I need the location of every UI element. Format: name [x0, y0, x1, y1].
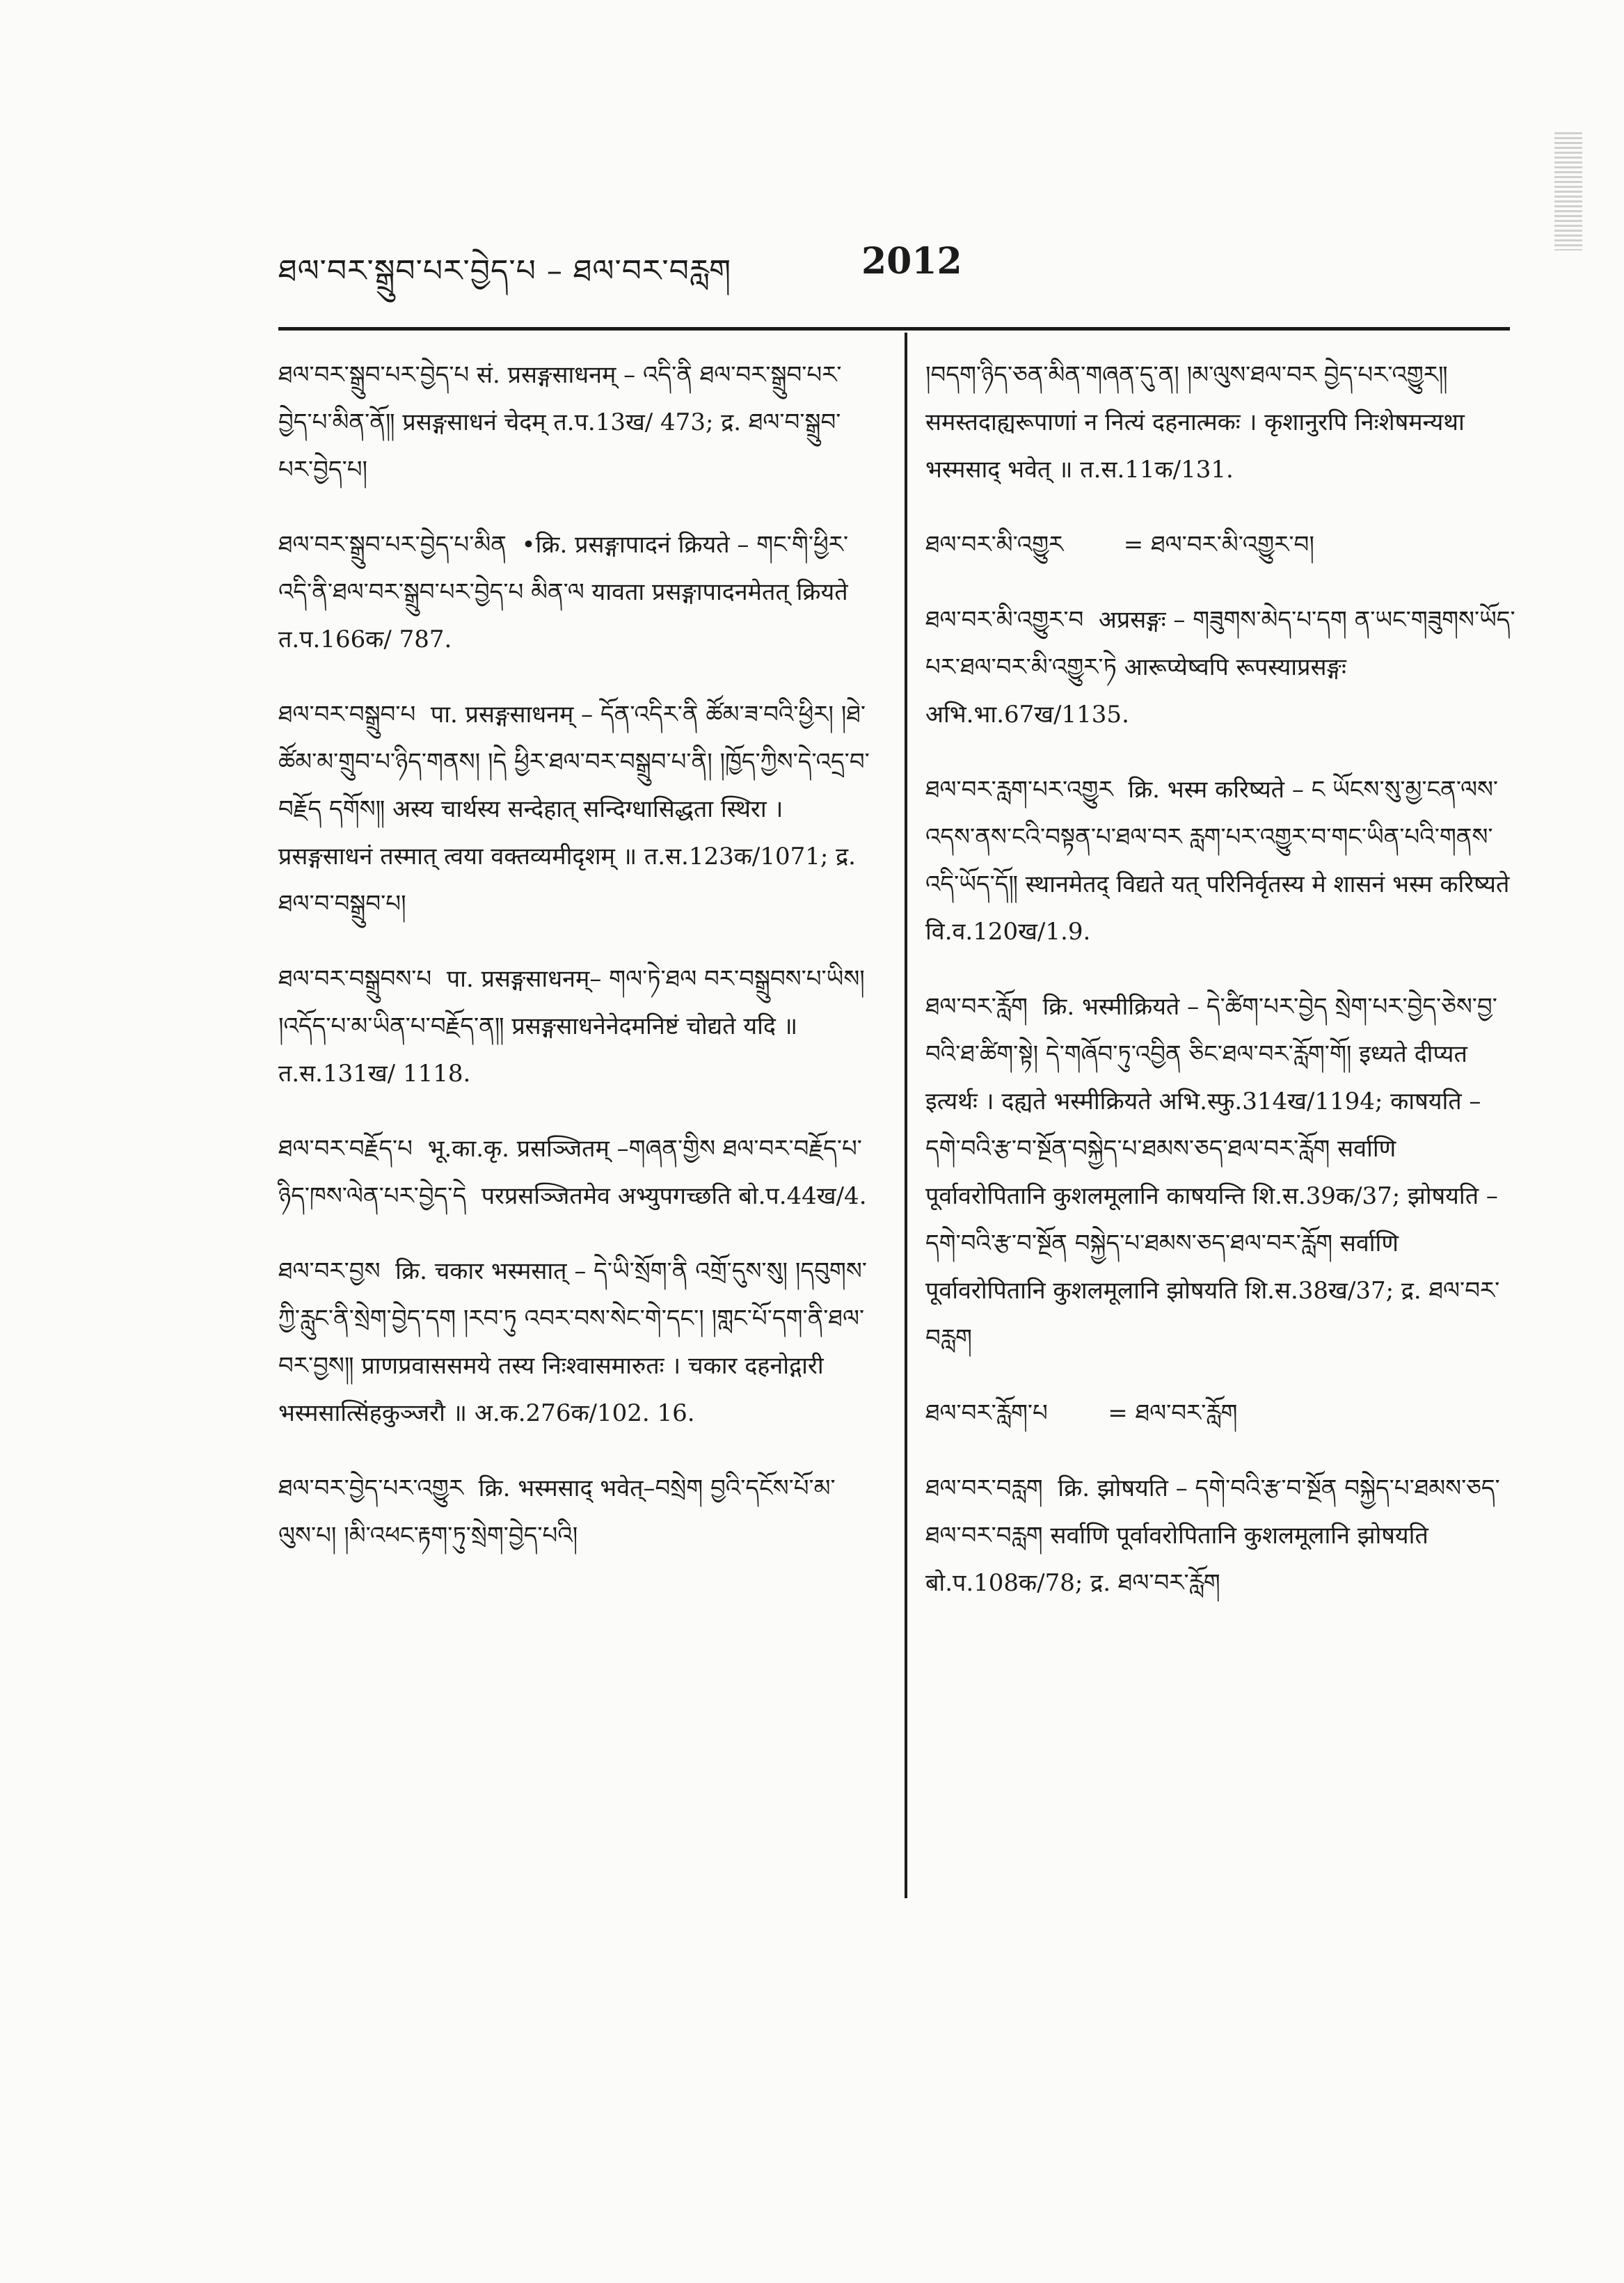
left-column	[278, 351, 873, 1580]
dictionary-entry: ཐལ་བར་བྱེད་པར་འགྱུར क्रि. भस्मसाद् भवेत्–བསྲེག བྱའི་དངོས་པོ་མ་ལུས་པ། །མི་འཕང་རྟག་ཏུ་སྲེག་བྱེད་པའི།	[278, 1474, 836, 1550]
column-divider	[905, 333, 907, 1898]
dictionary-entry: ཐལ་བར་བསྒྲུབ་པ पा. प्रसङ्गसाधनम् – དོན་འདིར་ནི ཚོམ་ཟ་བའི་ཕྱིར། །ཐེ་ཚོམ་མ་གྲུབ་པ་ཉིད་གནས། །དེ ཕྱིར་ཐལ་བར་བསྒྲུབ་པ་ནི། །ཁྱོད་ཀྱིས་དེ་འདྲ་བ་བརྗོད དགོས༎ अस्य चार्थस्य सन्देहात् सन्दिग्धासिद्धता स्थिरा । प्रसङ्गसाधनं तस्मात् त्वया वक्तव्यमीदृशम् ॥ त.स.123क/1071; द्र. ཐལ་བ་བསྒྲུབ་པ།	[278, 701, 870, 918]
dictionary-entry: ཐལ་བར་རློག क्रि. भस्मीक्रियते – དེ་ཚིག་པར་བྱེད སྲེག་པར་བྱེད་ཅེས་བྱ་བའི་ཐ་ཚིག་སྟེ། དེ་གཞོབ་ཏུ་འབྱིན ཅིང་ཐལ་བར་རློག་གོ། इध्यते दीप्यत इत्यर्थः । दह्यते भस्मीक्रियते अभि.स्फु.314ख/1194; काषयति – དགེ་བའི་རྩ་བ་སྔོན་བསྐྱེད་པ་ཐམས་ཅད་ཐལ་བར་རློག सर्वाणि पूर्वावरोपितानि कुशलमूलानि काषयन्ति शि.स.39क/37; झोषयति – དགེ་བའི་རྩ་བ་སྔོན བསྐྱེད་པ་ཐམས་ཅད་ཐལ་བར་རློག सर्वाणि पूर्वावरोपितानि कुशलमूलानि झोषयति शि.स.38ख/37; द्र. ཐལ་བར་བརླག	[925, 993, 1506, 1352]
running-head: ཐལ་བར་སྒྲུབ་པར་བྱེད་པ – ཐལ་བར་བརླག	[278, 253, 732, 289]
dictionary-entry: ཐལ་བར་བསྒྲུབས་པ पा. प्रसङ्गसाधनम्– གལ་ཏེ་ཐལ བར་བསྒྲུབས་པ་ཡིས། །འདོད་པ་མ་ཡིན་པ་བརྗོད་ན༎ प्रसङ्गसाधनेनेदमनिष्टं चोद्यते यदि ॥ त.स.131ख/ 1118.	[278, 965, 873, 1088]
dictionary-entry: ཐལ་བར་བརླག क्रि. झोषयति – དགེ་བའི་རྩ་བ་སྔོན བསྐྱེད་པ་ཐམས་ཅད་ཐལ་བར་བརླག सर्वाणि पूर्वावरोपितानि कुशलमूलानि झोषयति बो.प.108क/78; द्र. ཐལ་བར་རློག	[925, 1474, 1500, 1597]
right-column	[925, 351, 1517, 1628]
dictionary-entry: ཐལ་བར་སྒྲུབ་པར་བྱེད་པ सं. प्रसङ्गसाधनम् – འདི་ནི ཐལ་བར་སྒྲུབ་པར་བྱེད་པ་མིན་ནོ༎ प्रसङ्गसाधनं चेदम् त.प.13ख/ 473; द्र. ཐལ་བ་སྒྲུབ་པར་བྱེད་པ།	[278, 361, 842, 484]
dictionary-entry: ཐལ་བར་བརྗོད་པ भू.का.कृ. प्रसञ्जितम् –གཞན་གྱིས ཐལ་བར་བརྗོད་པ་ཉིད་ཁས་ལེན་པར་བྱེད་དེ परप्रसञ्जितमेव अभ्युपगच्छति बो.प.44ख/4.	[278, 1135, 867, 1210]
dictionary-entry: ཐལ་བར་མི་འགྱུར་བ अप्रसङ्गः – གཟུགས་མེད་པ་དག ན་ཡང་གཟུགས་ཡོད་པར་ཐལ་བར་མི་འགྱུར་ཏེ आरूप्येष्वपि रूपस्याप्रसङ्गः अभि.भा.67ख/1135.	[925, 606, 1515, 729]
page-number: 2012	[861, 240, 962, 283]
dictionary-entry: ཐལ་བར་སྒྲུབ་པར་བྱེད་པ་མིན •क्रि. प्रसङ्गापादनं क्रियते – གང་གི་ཕྱིར་འདི་ནི་ཐལ་བར་སྒྲུབ་པར་བྱེད་པ མིན་ལ यावता प्रसङ्गापादनमेतत् क्रियते त.प.166क/ 787.	[278, 531, 856, 653]
scan-edge-artifact	[1554, 132, 1582, 250]
dictionary-entry: ཐལ་བར་མི་འགྱུར = ཐལ་བར་མི་འགྱུར་བ།	[925, 531, 1314, 559]
dictionary-entry: ཐལ་བར་བྱས क्रि. चकार भस्मसात् – དེ་ཡི་སྲོག་ནི འགྲོ་དུས་སུ། །དབུགས་ཀྱི་རླུང་ནི་སྲེག་བྱེད་དག །རབ་ཏུ འབར་བས་སེང་གེ་དང་། །གླང་པོ་དག་ནི་ཐལ་བར་བྱས༎ प्राणप्रवाससमये तस्य निःश्वासमारुतः । चकार दहनोद्गारी भस्मसात्सिंहकुञ्जरौ ॥ अ.क.276क/102. 16.	[278, 1257, 867, 1427]
dictionary-entry: ཐལ་བར་རློག་པ = ཐལ་བར་རློག	[925, 1399, 1238, 1427]
dictionary-entry: ཐལ་བར་རླག་པར་འགྱུར क्रि. भस्म करिष्यते – ང ཡོངས་སུ་མྱ་ངན་ལས་འདས་ནས་ངའི་བསྟན་པ་ཐལ་བར རླག་པར་འགྱུར་བ་གང་ཡིན་པའི་གནས་འདི་ཡོད་དོ༎ स्थानमेतद् विद्यते यत् परिनिर्वृतस्य मे शासनं भस्म करिष्यते वि.व.120ख/1.9.	[925, 776, 1518, 946]
dictionary-entry: །བདག་ཉིད་ཅན་མིན་གཞན་དུ་ན། །མ་ལུས་ཐལ་བར བྱེད་པར་འགྱུར༎ समस्तदाह्यरूपाणां न नित्यं दहनात्मकः । कृशानुरपि निःशेषमन्यथा भस्मसाद् भवेत् ॥ त.स.11क/131.	[925, 361, 1472, 484]
header-rule	[278, 327, 1510, 331]
